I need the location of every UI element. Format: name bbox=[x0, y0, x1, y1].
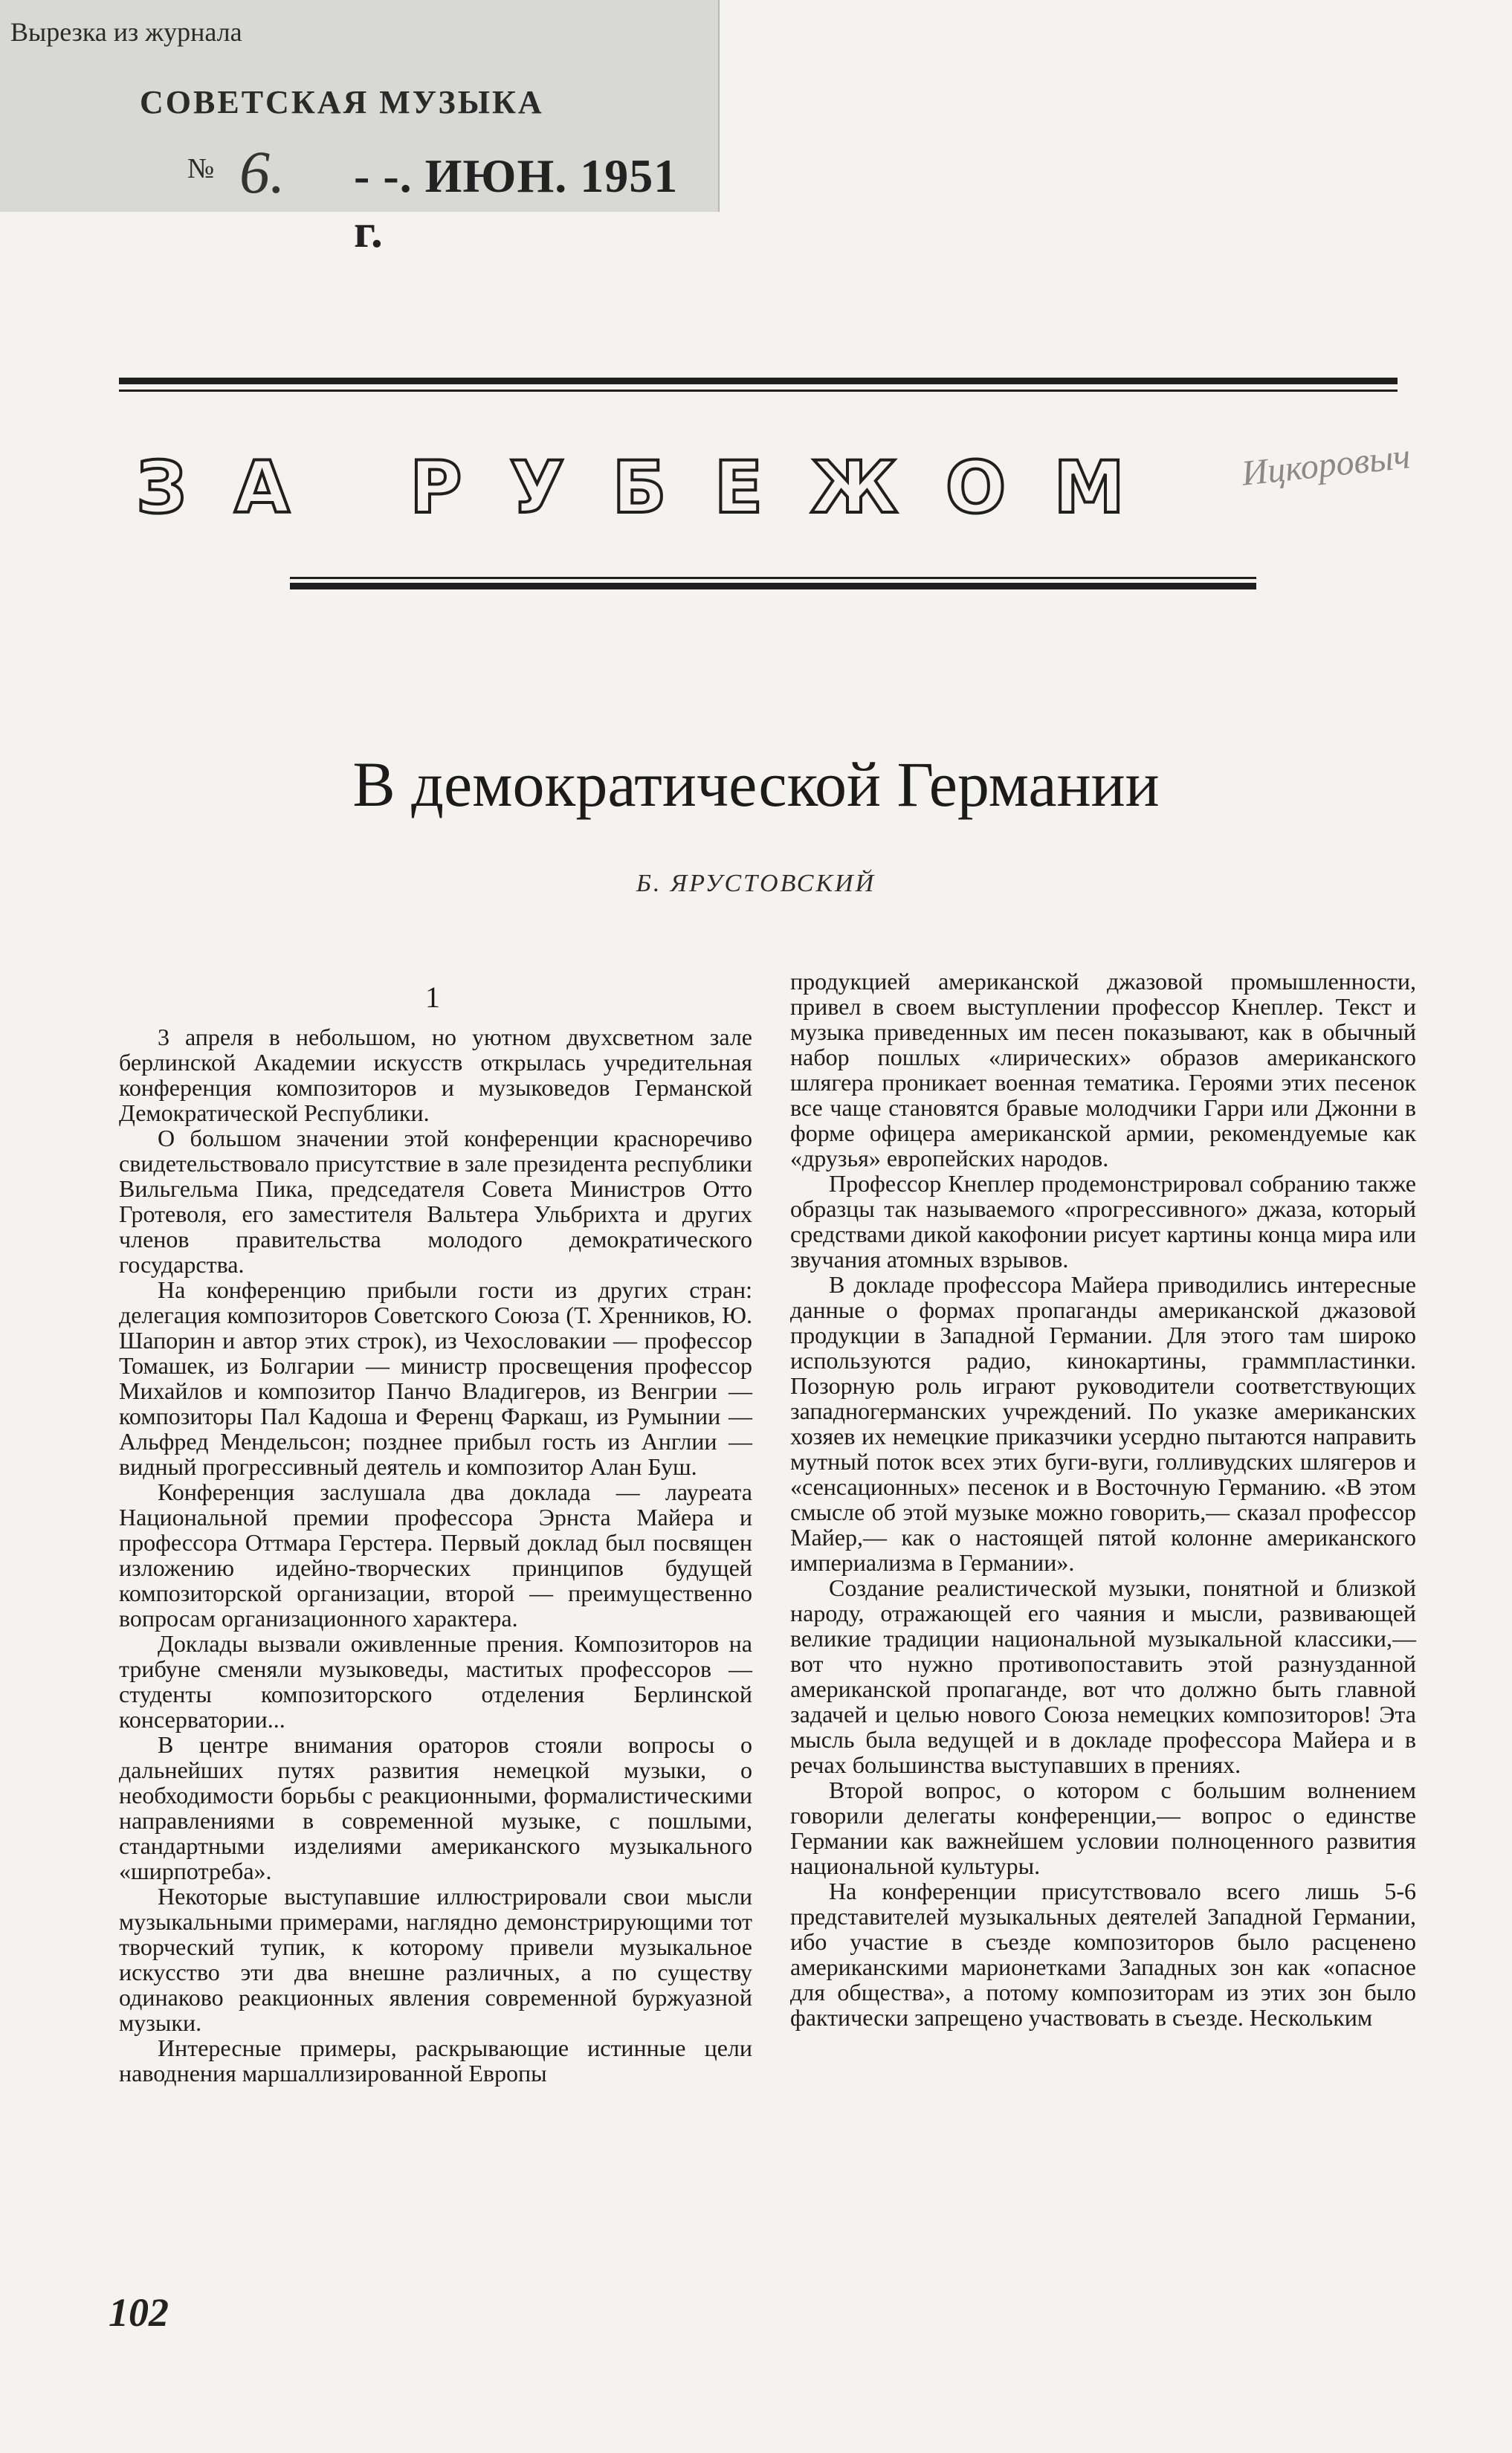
paragraph: На конференции присутствовало всего лишь 5-6 представителей музыкальных деятелей Западной Германии, ибо участие в съезде композиторов было расценено американскими марионетками Западных зон как «опасное для общества», а потому композиторам из этих зон было фактически запрещено участвовать в съезде. Нескольким bbox=[790, 1878, 1416, 2031]
handwritten-margin-note: Ицкоровыч bbox=[1239, 436, 1412, 494]
bottom-rule-thin bbox=[290, 577, 1256, 579]
top-rule-thick bbox=[119, 378, 1398, 384]
right-column bbox=[790, 969, 1416, 2030]
paragraph: Интересные примеры, раскрывающие истинные цели наводнения маршаллизированной Европы bbox=[119, 2035, 752, 2087]
article-author: Б. ЯРУСТОВСКИЙ bbox=[636, 870, 876, 897]
paragraph-continued: продукцией американской джазовой промышленности, привел в своем выступлении профессор Кнеплер. Текст и музыка приведенных им песен показывают, как в обычный набор пошлых «лирических» образов американского шлягера проникает военная тематика. Героями этих песенок все чаще становятся бравые молодчики Гарри или Джонни в форме офицера американской армии, рекомендуемые как «друзья» европейских народов. bbox=[790, 968, 1416, 1171]
bottom-rule-thick bbox=[290, 583, 1256, 589]
top-rule-thin bbox=[119, 390, 1398, 392]
paragraph: Создание реалистической музыки, понятной и близкой народу, отражающей его чаяния и мысли, развивающей великие традиции национальной музыкальной классики,— вот что нужно противопоставить этой разнузданной американской пропаганде, вот что должно быть главной задачей и целью нового Союза немецких композиторов! Эта мысль была ведущей и в докладе профессора Майера и в речах большинства выступавших в прениях. bbox=[790, 1574, 1416, 1778]
section-title: ЗА РУБЕЖОМ bbox=[136, 446, 1172, 529]
clipping-stamp bbox=[0, 0, 720, 257]
paragraph: В докладе профессора Майера приводились интересные данные о формах пропаганды американской джазовой продукции в Западной Германии. Для этого там широко используются радио, кинокартины, граммпластинки. Позорную роль играют руководители соответствующих западногерманских учреждений. По указке американских хозяев их немецкие приказчики усердно пытаются направить мутный поток всех этих буги-вуги, голливудских шлягеров и «сенсационных» песенок и в Восточную Германию. «В этом смысле об этой музыке можно говорить,— сказал профессор Майер,— как о настоящей пятой колонне американского империализма в Германии». bbox=[790, 1271, 1416, 1576]
paragraph: Некоторые выступавшие иллюстрировали свои мысли музыкальными примерами, наглядно демонстрирующими тот творческий тупик, к которому привели музыкальное искусство эти два внешне различных, а по существу одинаково реакционных явления современной буржуазной музыки. bbox=[119, 1883, 752, 2036]
paragraph: Второй вопрос, о котором с большим волнением говорили делегаты конференции,— вопрос о единстве Германии как важнейшем условии полноценного развития национальной культуры. bbox=[790, 1777, 1416, 1879]
paragraph: 3 апреля в небольшом, но уютном двухсветном зале берлинской Академии искусств открылась учредительная конференция композиторов и музыковедов Германской Демократической Республики. bbox=[119, 1024, 752, 1126]
left-column bbox=[119, 1024, 752, 2086]
stamp-journal-name: СОВЕТСКАЯ МУЗЫКА bbox=[140, 84, 544, 120]
paragraph: В центре внимания ораторов стояли вопросы о дальнейших путях развития немецкой музыки, о необходимости борьбы с реакционными, формалистическими направлениями в современной музыке, с пошлыми, стандартными изделиями американского музыкального «ширпотреба». bbox=[119, 1731, 752, 1884]
stamp-header: Вырезка из журнала bbox=[10, 17, 242, 47]
stamp-date: - -. ИЮН. 1951 г. bbox=[354, 149, 679, 257]
paragraph: На конференцию прибыли гости из других стран: делегация композиторов Советского Союза (Т. Хренников, Ю. Шапорин и автор этих строк), из Чехословакии — профессор Томашек, из Болгарии — министр просвещения профессор Михайлов и композитор Панчо Владигеров, из Венгрии — композиторы Пал Кадоша и Ференц Фаркаш, из Румынии — Альфред Мендельсон; позднее прибыл гость из Англии — видный прогрессивный деятель и композитор Алан Буш. bbox=[119, 1276, 752, 1480]
paragraph: О большом значении этой конференции красноречиво свидетельствовало присутствие в зале президента республики Вильгельма Пика, председателя Совета Министров Отто Гротеволя, его заместителя Вальтера Ульбрихта и других членов правительства молодого демократического государства. bbox=[119, 1125, 752, 1278]
paragraph: Доклады вызвали оживленные прения. Композиторов на трибуне сменяли музыковеды, маститых профессоров — студенты композиторского отделения Берлинской консерватории... bbox=[119, 1630, 752, 1733]
paragraph: Профессор Кнеплер продемонстрировал собранию также образцы так называемого «прогрессивного» джаза, который средствами дикой какофонии рисует картины конца мира или звучания атомных взрывов. bbox=[790, 1170, 1416, 1273]
part-number: 1 bbox=[425, 980, 440, 1014]
article-title: В демократической Германии bbox=[352, 749, 1160, 820]
page-number: 102 bbox=[109, 2290, 169, 2335]
stamp-number-value: 6. bbox=[239, 138, 285, 206]
paragraph: Конференция заслушала два доклада — лауреата Национальной премии профессора Эрнста Майера и профессора Оттмара Герстера. Первый доклад был посвящен изложению идейно-творческих принципов будущей композиторской организации, второй — преимущественно вопросам организационного характера. bbox=[119, 1478, 752, 1632]
stamp-number-label: № bbox=[187, 153, 215, 184]
